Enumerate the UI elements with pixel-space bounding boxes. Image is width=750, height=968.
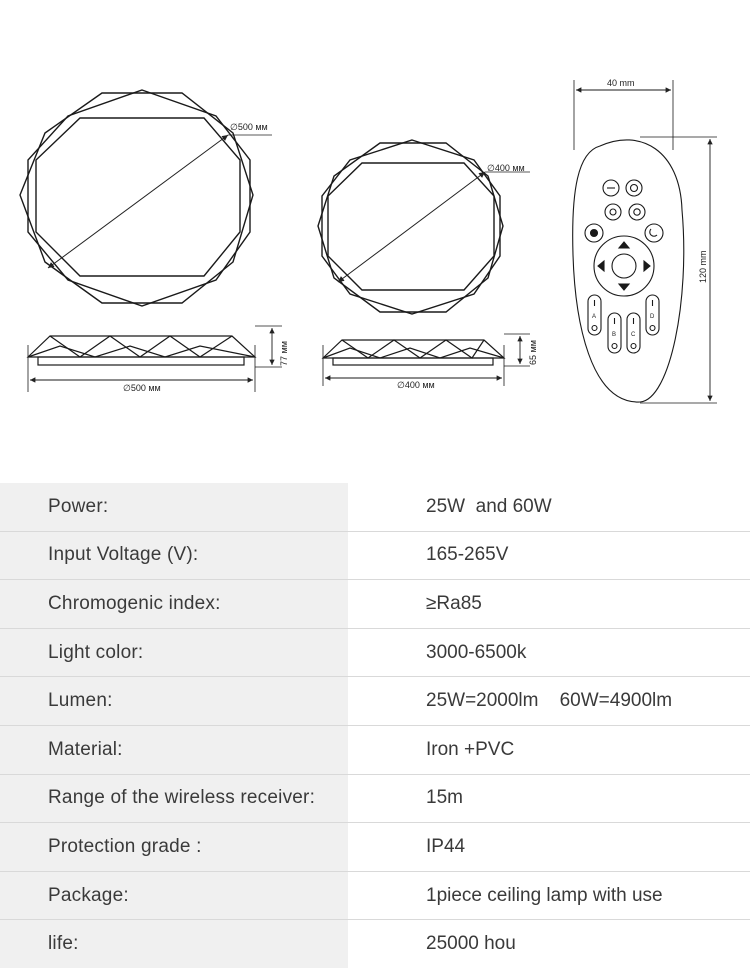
spec-row-power [0, 483, 750, 532]
remote-button-c-label: C [631, 332, 636, 338]
small-lamp-diameter: ∅400 мм [487, 163, 525, 173]
spec-row-life [0, 920, 750, 968]
small-lamp-width: ∅400 мм [397, 380, 435, 390]
remote-height: 120 mm [698, 250, 708, 283]
spec-row-chromogenic-index [0, 580, 750, 629]
remote-button-d-label: D [650, 314, 655, 320]
spec-row-lumen [0, 677, 750, 726]
spec-value: 25000 hou [348, 920, 750, 968]
specification-table [0, 483, 750, 968]
spec-label: Lumen: [0, 677, 348, 725]
spec-value: 165-265V [348, 532, 750, 580]
spec-row-wireless-range [0, 775, 750, 824]
spec-label: Light color: [0, 629, 348, 677]
spec-value: 25W and 60W [348, 483, 750, 531]
remote-button-a-label: A [592, 314, 597, 320]
product-dimension-drawing [0, 0, 750, 470]
spec-value: IP44 [348, 823, 750, 871]
spec-label: Material: [0, 726, 348, 774]
spec-value: 1piece ceiling lamp with use [348, 872, 750, 920]
spec-value: Iron +PVC [348, 726, 750, 774]
spec-row-package [0, 872, 750, 921]
remote-width: 40 mm [607, 78, 635, 88]
spec-row-protection-grade [0, 823, 750, 872]
spec-label: Package: [0, 872, 348, 920]
spec-label: Power: [0, 483, 348, 531]
small-lamp-height: 65 мм [528, 340, 538, 365]
large-lamp-diameter: ∅500 мм [230, 122, 268, 132]
remote-control-drawing [573, 80, 717, 403]
spec-value: 3000-6500k [348, 629, 750, 677]
spec-row-input-voltage [0, 532, 750, 581]
spec-value: 25W=2000lm 60W=4900lm [348, 677, 750, 725]
spec-value: 15m [348, 775, 750, 823]
large-lamp-width: ∅500 мм [123, 383, 161, 393]
spec-value: ≥Ra85 [348, 580, 750, 628]
spec-label: Range of the wireless receiver: [0, 775, 348, 823]
large-lamp-height: 77 мм [279, 341, 289, 366]
spec-row-material [0, 726, 750, 775]
small-lamp-side-view [323, 334, 530, 386]
spec-label: Protection grade : [0, 823, 348, 871]
spec-row-light-color [0, 629, 750, 678]
spec-label: Input Voltage (V): [0, 532, 348, 580]
spec-label: Chromogenic index: [0, 580, 348, 628]
remote-button-b-label: B [612, 332, 617, 338]
spec-label: life: [0, 920, 348, 968]
